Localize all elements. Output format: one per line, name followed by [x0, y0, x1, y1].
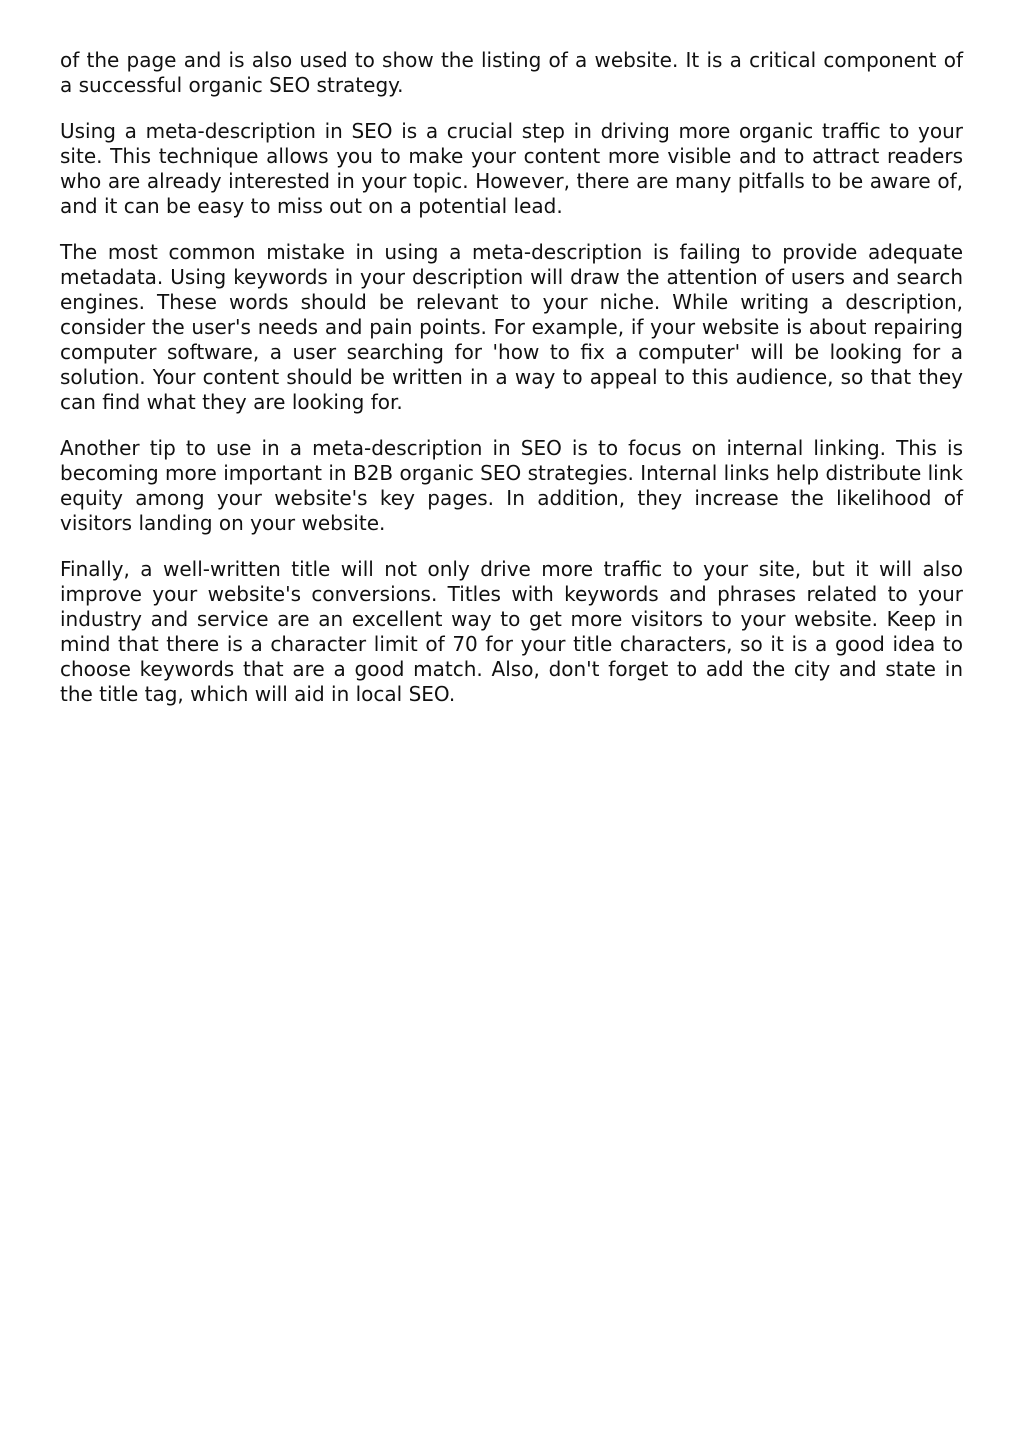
paragraph-2: Using a meta-description in SEO is a crucial step in driving more organic traffic to your site. This technique allows you to make your content more visible and to attract readers who are already interested in your topic. However, there are many pitfalls to be aware of, and it can be easy to miss out on a potential lead.	[60, 119, 963, 218]
paragraph-1: of the page and is also used to show the listing of a website. It is a critical component of a successful organic SEO strategy.	[60, 48, 963, 97]
paragraph-5: Finally, a well-written title will not only drive more traffic to your site, but it will also improve your website's conversions. Titles with keywords and phrases related to your industry and service are an excellent way to get more visitors to your website. Keep in mind that there is a character limit of 70 for your title characters, so it is a good idea to choose keywords that are a good match. Also, don't forget to add the city and state in the title tag, which will aid in local SEO.	[60, 557, 963, 706]
document-page	[60, 48, 963, 728]
paragraph-4: Another tip to use in a meta-description in SEO is to focus on internal linking. This is becoming more important in B2B organic SEO strategies. Internal links help distribute link equity among your website's key pages. In addition, they increase the likelihood of visitors landing on your website.	[60, 436, 963, 535]
paragraph-3: The most common mistake in using a meta-description is failing to provide adequate metadata. Using keywords in your description will draw the attention of users and search engines. These words should be relevant to your niche. While writing a description, consider the user's needs and pain points. For example, if your website is about repairing computer software, a user searching for 'how to fix a computer' will be looking for a solution. Your content should be written in a way to appeal to this audience, so that they can find what they are looking for.	[60, 240, 963, 414]
